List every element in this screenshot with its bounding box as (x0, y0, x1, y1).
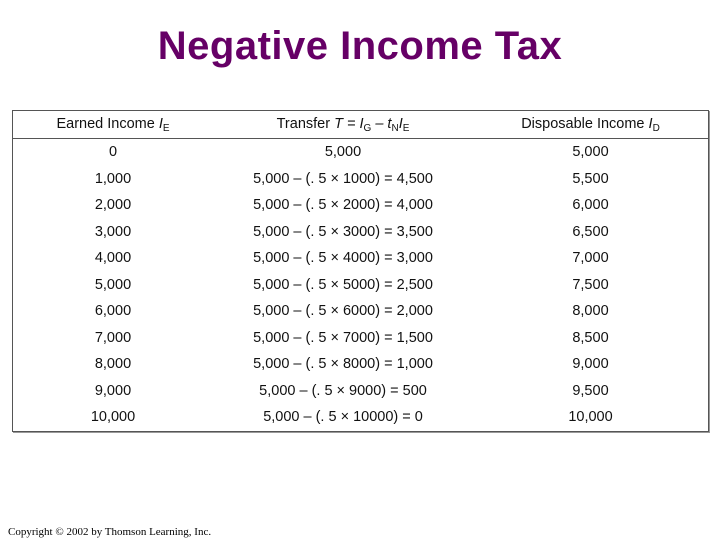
earned-income-cell: 10,000 (90, 409, 136, 426)
data-table (13, 111, 708, 431)
earned-income-cell: 6,000 (94, 303, 132, 320)
disposable-income-cell: 8,000 (572, 303, 609, 320)
earned-income-cell: 8,000 (94, 356, 132, 373)
table-row (13, 325, 708, 352)
table-header-row (13, 111, 708, 139)
disposable-income-cell: 5,000 (572, 144, 609, 161)
header-subscript: N (391, 122, 399, 134)
header-variable: I (648, 115, 653, 132)
table-row (13, 351, 708, 378)
disposable-income-cell: 6,000 (572, 197, 609, 214)
earned-income-cell: 5,000 (94, 276, 132, 293)
header-subscript: D (652, 122, 660, 134)
earned-income-cell: 2,000 (94, 197, 132, 214)
header-variable: I (398, 115, 403, 132)
table-row (13, 245, 708, 272)
disposable-income-cell: 7,500 (572, 276, 609, 293)
header-subscript: E (162, 122, 170, 134)
header-label: Earned Income (56, 115, 159, 132)
disposable-income-cell: 5,500 (572, 170, 609, 187)
header-variable: = I (342, 115, 364, 132)
disposable-income-cell: 10,000 (568, 409, 613, 426)
header-label: Transfer (276, 115, 335, 132)
header-earned-income (13, 111, 213, 139)
transfer-cell: 5,000 (324, 144, 362, 161)
table-row (13, 192, 708, 219)
header-transfer (213, 111, 473, 139)
disposable-income-cell: 9,000 (572, 356, 609, 373)
earned-income-cell: 7,000 (94, 329, 132, 346)
table-row (13, 166, 708, 193)
table-row (13, 404, 708, 431)
earned-income-cell: 0 (108, 144, 118, 161)
earned-income-cell: 3,000 (94, 223, 132, 240)
header-variable: T (334, 115, 343, 132)
table-row (13, 219, 708, 246)
earned-income-cell: 4,000 (94, 250, 132, 267)
transfer-cell: 5,000 – (. 5 × 3000) = 3,500 (253, 223, 433, 240)
negative-income-tax-table (12, 110, 709, 432)
transfer-cell: 5,000 – (. 5 × 6000) = 2,000 (253, 303, 433, 320)
table-row (13, 272, 708, 299)
earned-income-cell: 9,000 (94, 382, 132, 399)
transfer-cell: 5,000 – (. 5 × 7000) = 1,500 (253, 329, 433, 346)
table-row (13, 378, 708, 405)
header-label: Disposable Income (521, 115, 649, 132)
header-subscript: E (402, 122, 410, 134)
header-subscript: G (363, 122, 372, 134)
slide-title: Negative Income Tax (157, 24, 563, 68)
transfer-cell: 5,000 – (. 5 × 4000) = 3,000 (253, 250, 433, 267)
header-variable: – t (371, 115, 392, 132)
transfer-cell: 5,000 – (. 5 × 2000) = 4,000 (253, 197, 433, 214)
transfer-cell: 5,000 – (. 5 × 5000) = 2,500 (253, 276, 433, 293)
copyright-footer: Copyright © 2002 by Thomson Learning, Inc. (8, 526, 212, 538)
transfer-cell: 5,000 – (. 5 × 9000) = 500 (259, 382, 427, 399)
disposable-income-cell: 7,000 (572, 250, 609, 267)
header-disposable-income (473, 111, 708, 139)
disposable-income-cell: 6,500 (572, 223, 609, 240)
table-row (13, 139, 708, 166)
transfer-cell: 5,000 – (. 5 × 1000) = 4,500 (253, 170, 433, 187)
earned-income-cell: 1,000 (94, 170, 132, 187)
transfer-cell: 5,000 – (. 5 × 8000) = 1,000 (253, 356, 433, 373)
table-row (13, 298, 708, 325)
disposable-income-cell: 8,500 (572, 329, 609, 346)
disposable-income-cell: 9,500 (572, 382, 609, 399)
header-variable: I (158, 115, 163, 132)
transfer-cell: 5,000 – (. 5 × 10000) = 0 (263, 409, 423, 426)
